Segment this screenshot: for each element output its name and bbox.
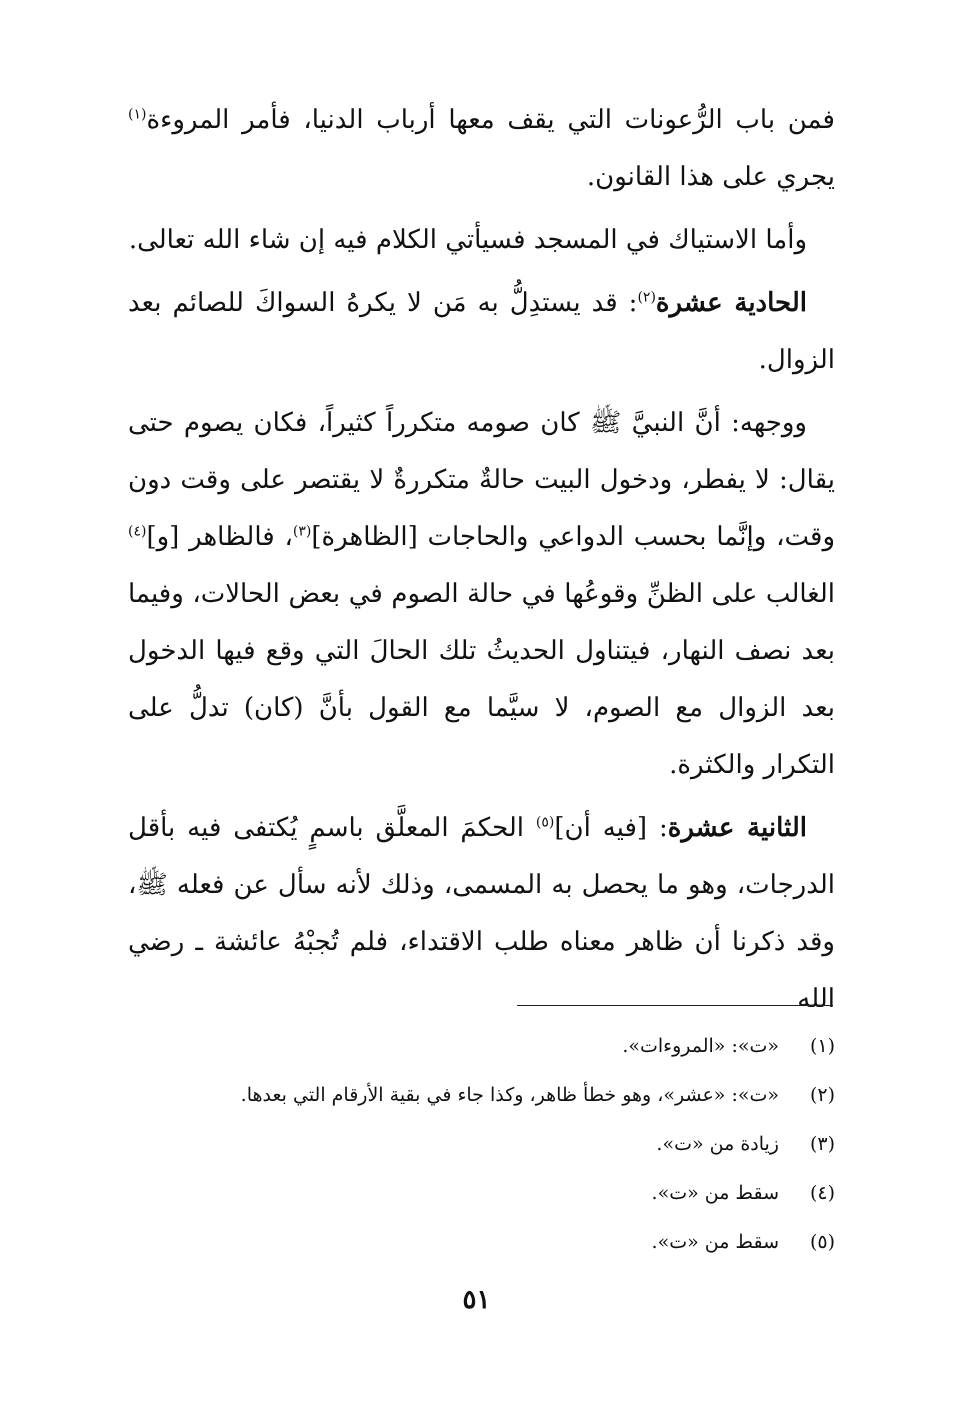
footnotes: [128, 1022, 835, 1267]
footnote: [128, 1218, 835, 1267]
text-run: وأما الاستياك في المسجد فسيأتي الكلام فيه إن شاء الله تعالى.: [128, 225, 807, 255]
footnote-text: زيادة من «ت».: [656, 1133, 779, 1155]
footnote-marker: (٥): [535, 814, 555, 831]
footnote-number: (١): [809, 1035, 835, 1057]
footnote-number: (٢): [809, 1084, 835, 1106]
footnote-number: (٤): [809, 1182, 835, 1204]
footnote-text: «ت»: «المروءات».: [622, 1035, 779, 1057]
text-run: : قد يستدِلُّ به مَن لا يكرهُ السواكَ للصائم بعد الزوال.: [128, 288, 835, 375]
text-run: الحكمَ المعلَّق باسمٍ يُكتفى فيه بأقل الدرجات، وهو ما يحصل به المسمى، وذلك لأنه سأل عن فعله ﷺ، وقد ذكرنا أن ظاهر معناه طلب الاقتداء، فلم تُجبْهُ عائشة ـ رضي الله: [128, 813, 835, 1014]
paragraph: [128, 275, 835, 389]
footnote-number: (٣): [809, 1133, 835, 1155]
footnote-marker: (١): [128, 106, 147, 123]
footnote: [128, 1022, 835, 1071]
footnote-text: «ت»: «عشر»، وهو خطأ ظاهر، وكذا جاء في بقية الأرقام التي بعدها.: [240, 1084, 779, 1106]
text-run: الغالب على الظنِّ وقوعُها في حالة الصوم في بعض الحالات، وفيما بعد نصف النهار، فيتناول الحديثُ تلك الحالَ التي وقع فيها الدخول بعد الزوال مع الصوم، لا سيَّما مع القول بأنَّ (كان) تدلُّ على التكرار والكثرة.: [128, 579, 835, 780]
page-number: ٥١: [462, 1285, 491, 1315]
paragraph: [128, 92, 835, 206]
text-run: فمن باب الرُّعونات التي يقف معها أرباب الدنيا، فأمر المروءة: [146, 105, 835, 135]
footnote-separator: [517, 1005, 833, 1006]
footnote-number: (٥): [809, 1231, 835, 1253]
text-run: ووجهه: أنَّ النبيَّ ﷺ كان صومه متكرراً كثيراً، فكان يصوم حتى يقال: لا يفطر، ودخول البيت حالةٌ متكررةٌ لا يقتصر على وقت دون وقت، وإنَّما بحسب الدواعي والحاجات [الظاهرة]: [128, 408, 836, 552]
section-heading: الثانية عشرة: [667, 813, 807, 843]
paragraph: [128, 395, 835, 794]
main-text: [128, 92, 835, 1034]
footnote-text: سقط من «ت».: [651, 1182, 779, 1204]
section-heading: الحادية عشرة: [655, 288, 807, 318]
text-run: : [فيه أن]: [554, 813, 668, 843]
footnote-text: سقط من «ت».: [651, 1231, 779, 1253]
footnote-marker: (٢): [637, 289, 656, 306]
footnote-marker: (٣): [292, 523, 312, 540]
footnote: [128, 1071, 835, 1120]
paragraph: [128, 800, 835, 1028]
footnote: [128, 1169, 835, 1218]
footnote: [128, 1120, 835, 1169]
text-run: ، فالظاهر [و]: [146, 522, 293, 552]
paragraph: [128, 212, 835, 269]
text-run: يجري على هذا القانون.: [586, 162, 835, 192]
footnote-marker: (٤): [128, 523, 147, 540]
